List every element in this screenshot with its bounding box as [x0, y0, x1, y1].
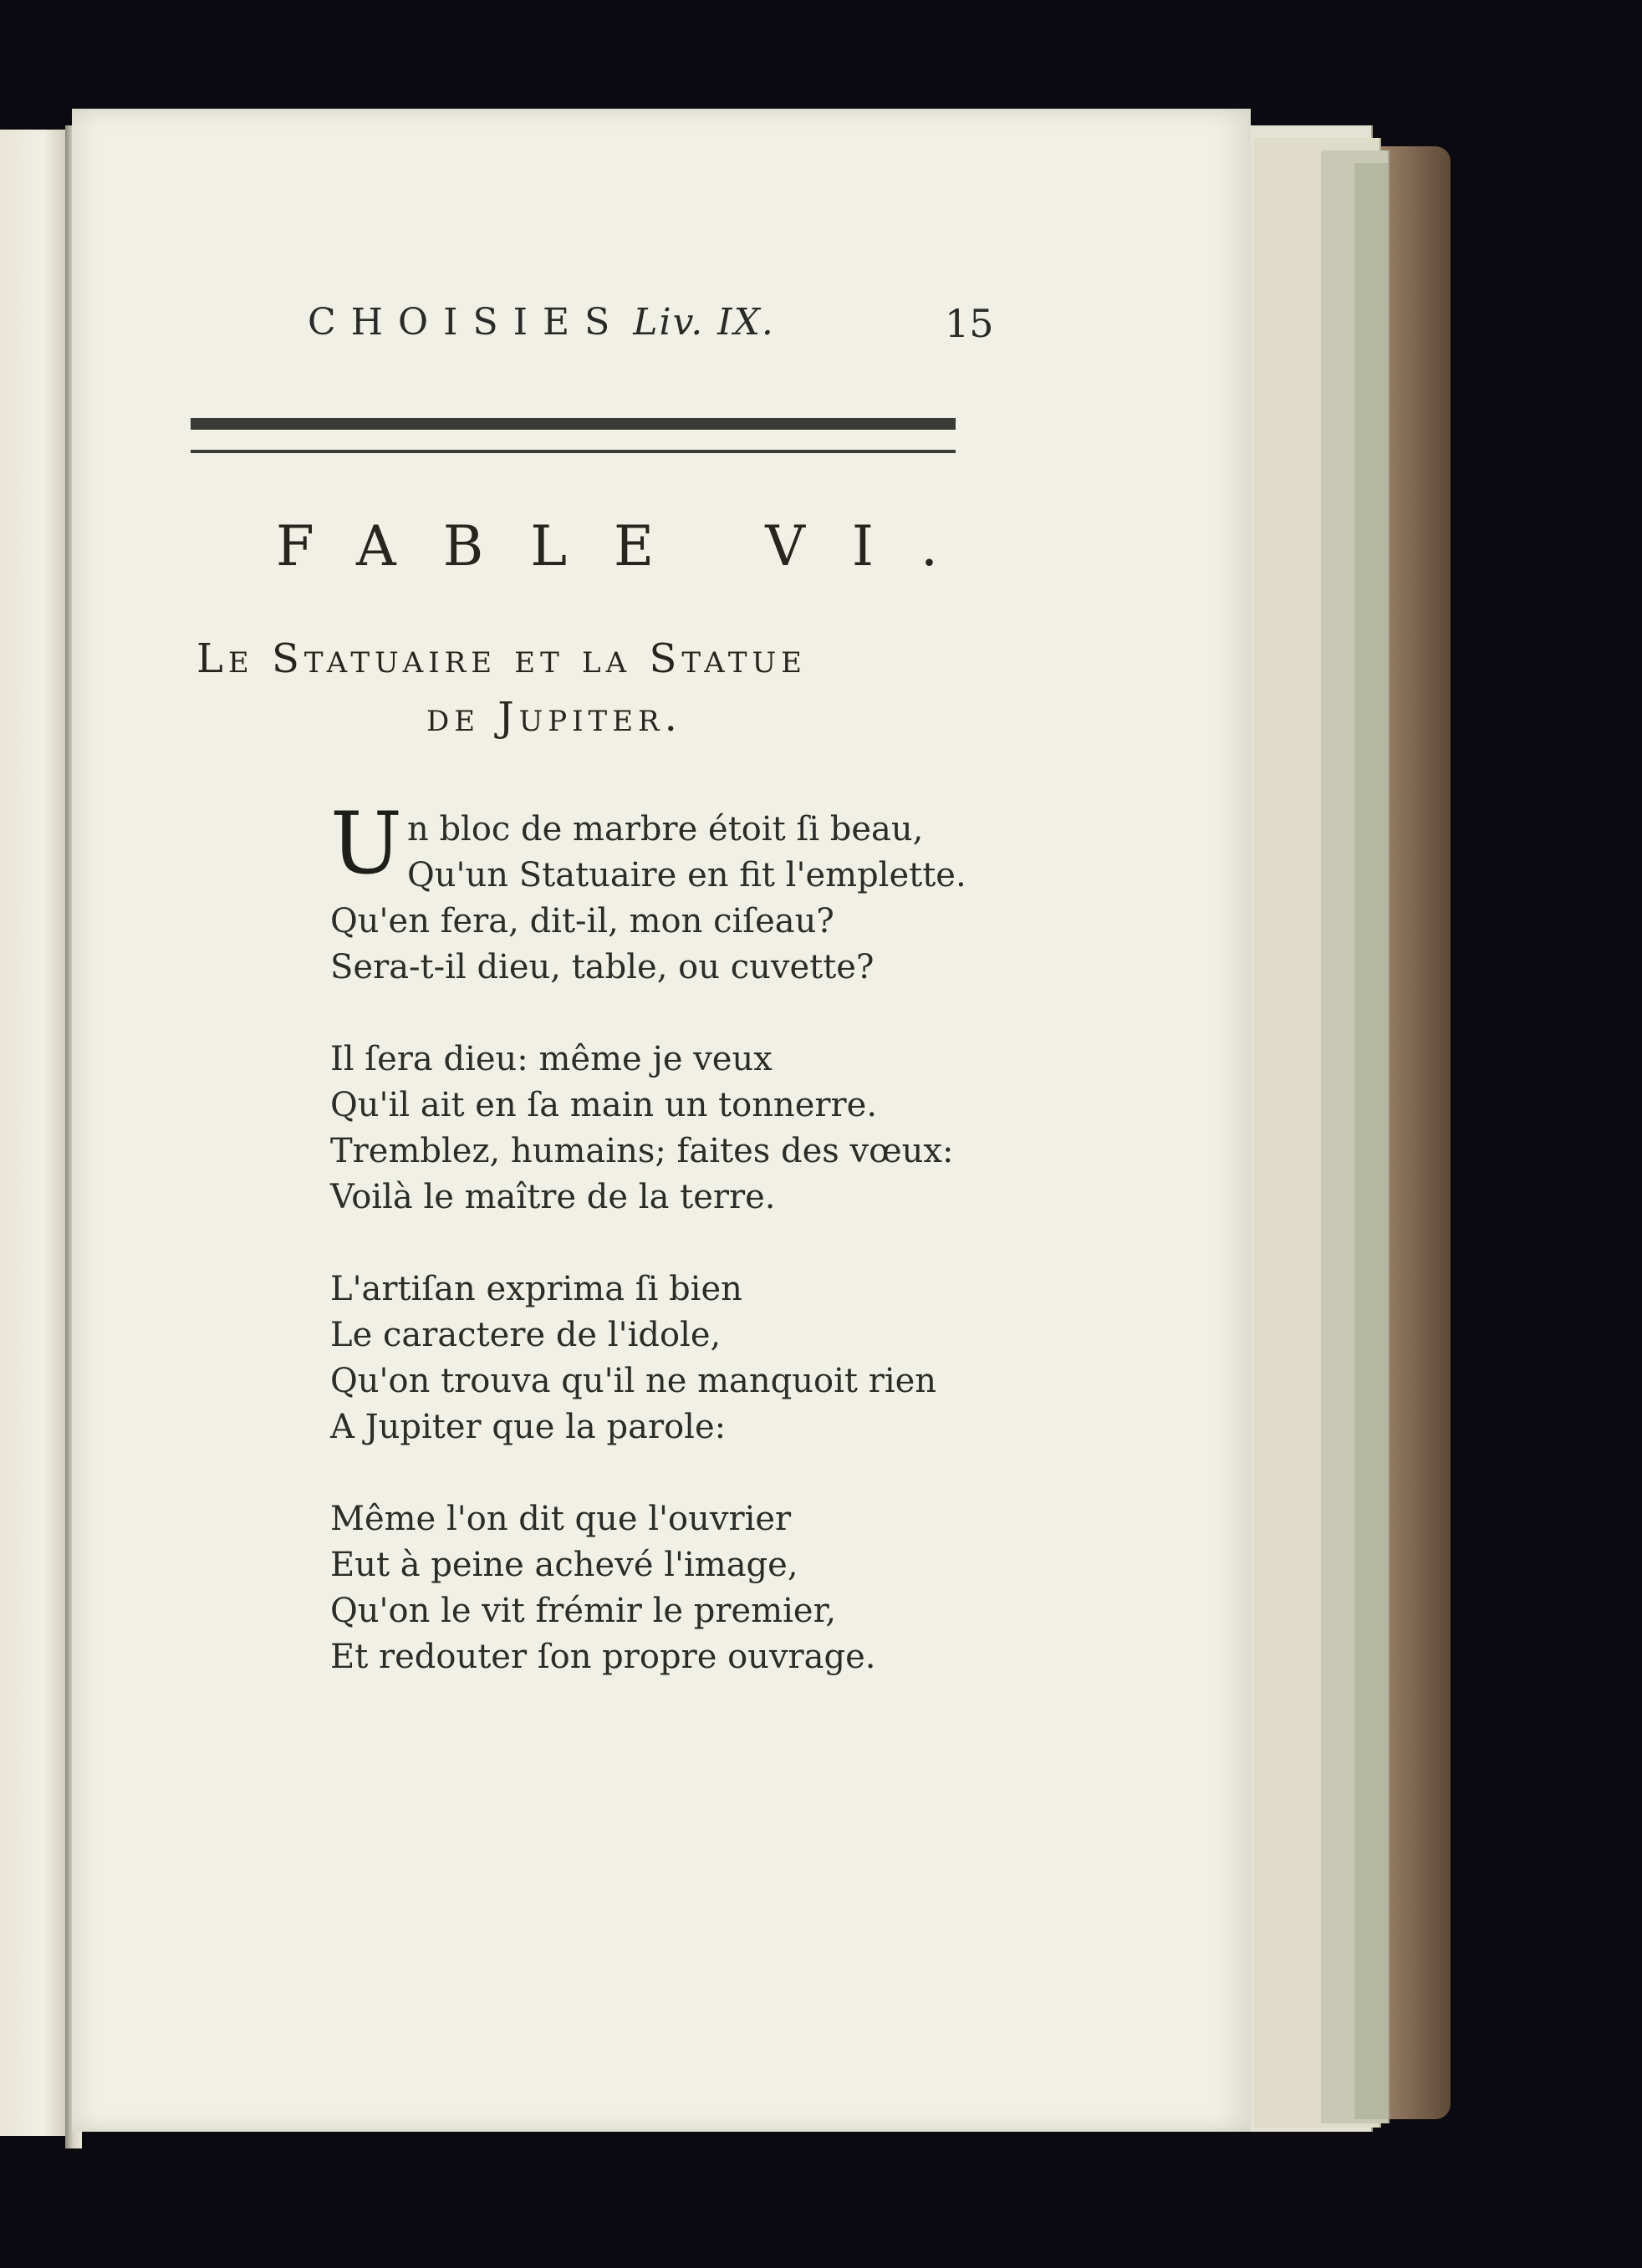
- stanza-3: [330, 1267, 953, 1450]
- poem-line: Il ſera dieu: même je veux: [330, 1040, 773, 1078]
- fable-title-line-1: Le Statuaire et la Statue: [196, 635, 807, 682]
- running-head: [308, 301, 775, 344]
- poem-line: Et redouter ſon propre ouvrage.: [330, 1638, 876, 1676]
- poem-line: Le caractere de l'idole,: [330, 1316, 722, 1354]
- running-head-book: Liv. IX.: [633, 301, 775, 344]
- page-number: 15: [945, 301, 994, 346]
- poem-line: Voilà le maître de la terre.: [330, 1178, 776, 1216]
- stanza-4: [330, 1496, 953, 1680]
- poem-line: n bloc de marbre étoit ſi beau,: [406, 810, 924, 849]
- fable-title-line-2: de Jupiter.: [426, 694, 682, 741]
- fable-number: FABLE VI.: [276, 514, 985, 578]
- header-rule-thick: [191, 418, 956, 430]
- stanza-1: [330, 794, 966, 991]
- facing-page-edge: [0, 130, 72, 2136]
- stanza-2: [330, 1037, 953, 1221]
- poem-line: Qu'en fera, dit-il, mon ciſeau?: [330, 902, 834, 940]
- poem-line: L'artiſan exprima ſi bien: [330, 1270, 742, 1308]
- poem-line: Sera-t-il dieu, table, ou cuvette?: [330, 948, 875, 986]
- poem-line: A Jupiter que la parole:: [330, 1408, 727, 1446]
- poem-line: Eut à peine achevé l'image,: [330, 1546, 798, 1584]
- drop-cap: U: [330, 794, 402, 894]
- poem-line: Même l'on dit que l'ouvrier: [330, 1500, 792, 1538]
- poem: [330, 794, 966, 1726]
- running-head-title: CHOISIES: [308, 301, 625, 344]
- header-rule-thin: [191, 450, 956, 453]
- poem-line: Qu'un Statuaire en fit l'emplette.: [406, 856, 966, 894]
- page-stack: [1354, 163, 1390, 2119]
- poem-line: Qu'on le vit frémir le premier,: [330, 1592, 837, 1630]
- poem-line: Tremblez, humains; faites des vœux:: [330, 1132, 954, 1170]
- poem-line: Qu'il ait en ſa main un tonnerre.: [330, 1086, 878, 1124]
- poem-line: Qu'on trouva qu'il ne manquoit rien: [330, 1362, 937, 1400]
